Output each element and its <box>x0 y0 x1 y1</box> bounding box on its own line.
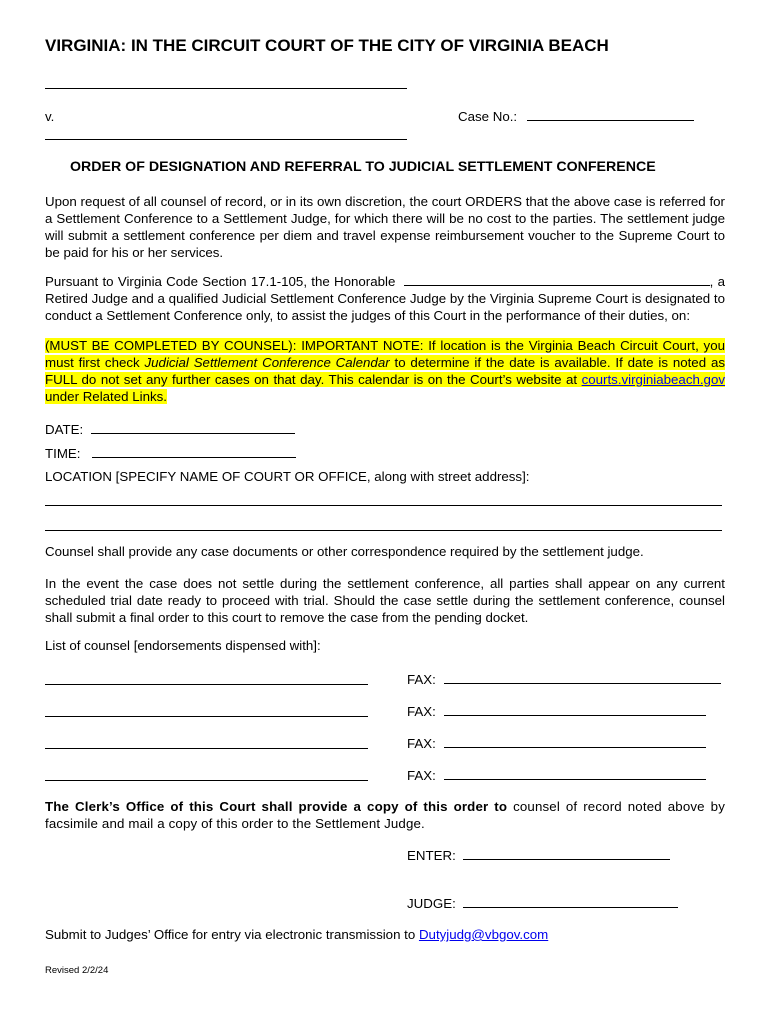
date-label: DATE: <box>45 422 84 437</box>
note-text-2: to determine if the date is available. If date is noted as FULL do not set any further cases on that day. This calendar is on the Court’s website at <box>45 355 725 387</box>
clerk-instruction: The Clerk’s Office of this Court shall provide a copy of this order to <box>45 799 508 814</box>
designation-text-end: , a Retired Judge and a qualified Judicial Settlement Conference Judge by the Virginia Supreme Court is designated to conduct a Settlement Conference only, to assist the judges of this Court in the performance of their duties, on: <box>45 274 725 323</box>
case-no-label: Case No.: <box>458 109 518 124</box>
fax-blank[interactable] <box>444 671 721 684</box>
fax-field <box>407 735 706 751</box>
court-title: VIRGINIA: IN THE CIRCUIT COURT OF THE CITY OF VIRGINIA BEACH <box>45 36 609 55</box>
plaintiff-line[interactable] <box>45 88 407 89</box>
court-website-link[interactable]: courts.virginiabeach.gov <box>581 372 725 387</box>
time-label: TIME: <box>45 446 81 461</box>
referral-paragraph: Upon request of all counsel of record, or in its own discretion, the court ORDERS that the above case is referred for a Settlement Conference to a Settlement Judge, for which there will be no cost to the parties. The settlement judge will submit a settlement conference per diem and travel expense reimbursement voucher to the Supreme Court to be paid for his or her services. <box>45 194 725 260</box>
revision-date: Revised 2/2/24 <box>45 965 109 976</box>
fax-label: FAX: <box>407 704 436 719</box>
fax-blank[interactable] <box>444 767 706 780</box>
counsel-line[interactable] <box>45 748 368 749</box>
versus-label: v. <box>45 109 55 124</box>
order-title: ORDER OF DESIGNATION AND REFERRAL TO JUDICIAL SETTLEMENT CONFERENCE <box>70 159 656 175</box>
duty-judge-email-link[interactable]: Dutyjudg@vbgov.com <box>418 927 549 942</box>
location-line-1[interactable] <box>45 505 722 506</box>
fax-field <box>407 703 706 719</box>
fax-field <box>407 767 706 783</box>
judge-field <box>407 895 678 911</box>
time-field <box>45 445 296 461</box>
enter-field <box>407 847 670 863</box>
date-field <box>45 421 295 437</box>
clerk-text: counsel of record noted above by facsimile and mail a copy of this order to the Settlement Judge. <box>45 799 725 831</box>
defendant-line[interactable] <box>45 139 407 140</box>
case-number-field <box>458 108 694 124</box>
enter-blank[interactable] <box>463 847 670 860</box>
fax-label: FAX: <box>407 672 436 687</box>
documents-paragraph: Counsel shall provide any case documents or other correspondence required by the settlement judge. <box>45 544 644 559</box>
date-blank[interactable] <box>91 421 295 434</box>
time-blank[interactable] <box>92 445 296 458</box>
honorable-judge-blank[interactable] <box>404 273 710 286</box>
submit-text: Submit to Judges’ Office for entry via electronic transmission to <box>45 927 419 942</box>
fax-label: FAX: <box>407 736 436 751</box>
counsel-list-label: List of counsel [endorsements dispensed with]: <box>45 638 321 653</box>
trial-paragraph: In the event the case does not settle during the settlement conference, all parties shall appear on any current scheduled trial date ready to proceed with trial. Should the case settle during the settlement conference, counsel shall submit a final order to this court to remove the case from the pending docket. <box>45 576 725 625</box>
calendar-name: Judicial Settlement Conference Calendar <box>144 355 390 370</box>
enter-label: ENTER: <box>407 848 456 863</box>
judge-blank[interactable] <box>463 895 678 908</box>
location-label: LOCATION [SPECIFY NAME OF COURT OR OFFICE, along with street address]: <box>45 469 530 484</box>
designation-text-start: Pursuant to Virginia Code Section 17.1-105, the Honorable <box>45 274 396 289</box>
note-text-3: under Related Links. <box>45 389 167 404</box>
counsel-line[interactable] <box>45 780 368 781</box>
important-note <box>45 337 725 405</box>
counsel-line[interactable] <box>45 684 368 685</box>
fax-blank[interactable] <box>444 703 706 716</box>
fax-field <box>407 671 721 687</box>
submit-instruction <box>45 927 548 942</box>
counsel-line[interactable] <box>45 716 368 717</box>
designation-paragraph <box>45 273 725 324</box>
fax-blank[interactable] <box>444 735 706 748</box>
case-number-blank[interactable] <box>527 108 694 121</box>
clerk-paragraph <box>45 798 725 832</box>
location-line-2[interactable] <box>45 530 722 531</box>
judge-label: JUDGE: <box>407 896 456 911</box>
note-text-1: (MUST BE COMPLETED BY COUNSEL): IMPORTANT NOTE: If location is the Virginia Beach Circuit Court, you must first check <box>45 338 725 370</box>
fax-label: FAX: <box>407 768 436 783</box>
